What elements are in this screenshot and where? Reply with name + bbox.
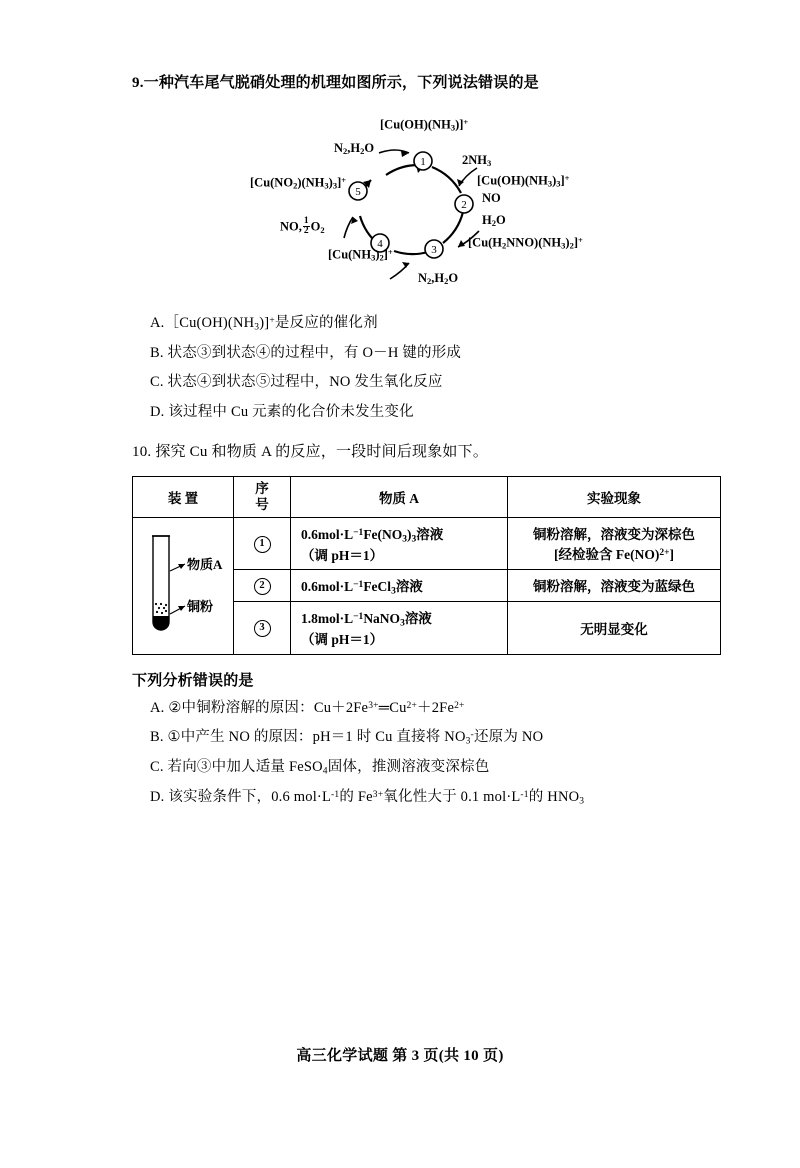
question-9-number: 9. — [132, 75, 144, 91]
option-9-b: B. 状态③到状态④的过程中，有 O－H 键的形成 — [150, 344, 462, 361]
cell-serial-1: 1 — [234, 517, 291, 570]
diagram-label-no: NO — [482, 190, 501, 205]
option-10-d: D. 该实验条件下，0.6 $mol\cdot L^{-1}$的 $Fe^{3+}$氧化性大于 0.1 $mol\cdot L^{-1}$的 $HNO_3$ — [150, 789, 585, 807]
question-9-stem — [132, 72, 672, 95]
svg-text:4: 4 — [377, 237, 383, 250]
question-9-options — [132, 312, 672, 424]
diagram-label-2nh3: $2NH_3$ — [462, 152, 492, 168]
svg-text:3: 3 — [431, 243, 437, 256]
page-footer: 高三化学试题 第 3 页(共 10 页) — [296, 1048, 504, 1064]
option-10-b: B. ①中产生 NO 的原因：pH＝1 时 Cu 直接将 $NO_3^-$还原为 NO — [150, 728, 544, 747]
experiment-table — [132, 476, 721, 655]
cell-substance-1: $0.6mol\cdot L^{-1}Fe(NO_3)_3$溶液 （调 pH＝1） — [291, 517, 508, 570]
svg-text:1: 1 — [420, 155, 426, 168]
diagram-label-right-species: $[Cu(OH)(NH_3)_3]^+$ — [477, 172, 570, 189]
question-10-text: 探究 Cu 和物质 A 的反应，一段时间后现象如下。 — [155, 444, 489, 460]
header-device: 装 置 — [133, 476, 234, 517]
diagram-label-no-o2: NO, $\frac{1}{2}$ $O_2$ — [280, 215, 325, 237]
diagram-label-bottom-center: $N_2,H_2O$ — [418, 270, 459, 286]
cell-substance-2: $0.6mol\cdot L^{-1}FeCl_3$溶液 — [291, 570, 508, 602]
question-10-tail: 下列分析错误的是 — [132, 672, 254, 689]
question-10-stem — [132, 441, 672, 464]
cell-serial-3: 3 — [234, 601, 291, 654]
header-substance: 物质 A — [291, 476, 508, 517]
header-phenomenon: 实验现象 — [508, 476, 721, 517]
cell-phenomenon-3: 无明显变化 — [508, 601, 721, 654]
svg-text:5: 5 — [355, 185, 361, 198]
question-10-options — [132, 697, 672, 810]
diagram-label-bottom-left-species: $[Cu(NH_3)_2]^+$ — [328, 246, 393, 263]
device-cell — [133, 517, 234, 654]
option-10-c: C. 若向③中加人适量 FeSO$_4$固体，推测溶液变深棕色 — [150, 759, 490, 777]
question-9-text: 一种汽车尾气脱硝处理的机理如图所示，下列说法错误的是 — [143, 75, 539, 91]
cycle-diagram-svg — [132, 113, 672, 298]
page-content — [132, 72, 695, 816]
test-tube-figure — [139, 526, 227, 646]
table-row — [133, 517, 721, 570]
option-10-a: A. ②中铜粉溶解的原因：$Cu+2Fe^{3+}═Cu^{2+}+2Fe^{2+}$ — [150, 699, 465, 716]
label-copper-powder: 铜粉 — [187, 598, 214, 614]
cell-serial-2: 2 — [234, 570, 291, 602]
option-9-c: C. 状态④到状态⑤过程中，NO 发生氧化反应 — [150, 374, 443, 391]
option-9-d: D. 该过程中 Cu 元素的化合价未发生变化 — [150, 403, 414, 420]
cell-phenomenon-1: 铜粉溶解，溶液变为深棕色 [经检验含 Fe(NO)$^{2+}$] — [508, 517, 721, 570]
question-10-number: 10. — [132, 444, 152, 460]
test-tube-svg — [139, 526, 227, 646]
label-substance-a: 物质A — [187, 556, 223, 572]
diagram-label-left-species: $[Cu(NO_2)(NH_3)_3]^+$ — [250, 174, 347, 191]
diagram-label-h2o: $H_2O$ — [482, 212, 506, 228]
option-9-a: $A.[Cu(OH)(NH_3)]^+$是反应的催化剂 — [150, 314, 378, 332]
question-9-diagram — [132, 113, 672, 298]
diagram-label-top-left: $N_2,H_2O$ — [334, 140, 375, 156]
cell-substance-3: $1.8mol\cdot L^{-1}NaNO_3$溶液 （调 pH＝1） — [291, 601, 508, 654]
table-header-row — [133, 476, 721, 517]
svg-text:2: 2 — [461, 198, 467, 211]
header-serial: 序 号 — [234, 476, 291, 517]
diagram-label-top: $[Cu(OH)(NH_3)]^+$ — [380, 116, 469, 133]
diagram-label-bottom-right-species: $[Cu(H_2NNO)(NH_3)_2]^+$ — [468, 234, 583, 251]
cell-phenomenon-2: 铜粉溶解，溶液变为蓝绿色 — [508, 570, 721, 602]
